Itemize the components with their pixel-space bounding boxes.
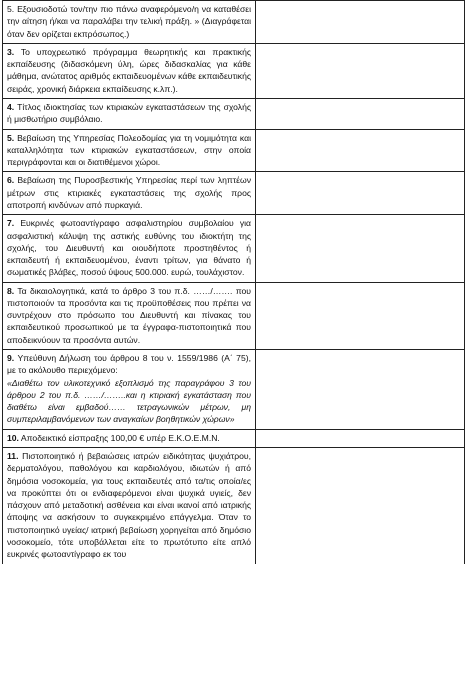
row-text-cell xyxy=(3,43,256,98)
row-number: 10. xyxy=(7,432,19,443)
row-text-cell xyxy=(3,1,256,44)
row-blank-cell xyxy=(256,215,465,282)
row-number: 6. xyxy=(7,175,15,186)
row-text-cell xyxy=(3,448,256,564)
row-text: Τίτλος ιδιοκτησίας των κτιριακών εγκαταστάσεων της σχολής ή μισθωτήριο συμβόλαιο. xyxy=(7,101,252,125)
row-text: Αποδεικτικό είσπραξης 100,00 € υπέρ Ε.Κ.Ο.Ε.Μ.Ν. xyxy=(20,432,220,443)
row-number: 3. xyxy=(7,46,15,57)
row-blank-cell xyxy=(256,129,465,172)
table-row xyxy=(3,43,465,98)
table-row xyxy=(3,98,465,129)
table-row xyxy=(3,448,465,564)
table-row xyxy=(3,350,465,430)
row-blank-cell xyxy=(256,429,465,447)
row-blank-cell xyxy=(256,1,465,44)
row-text-cell xyxy=(3,172,256,215)
row-text-cell xyxy=(3,215,256,282)
table-row xyxy=(3,429,465,447)
row-text-cell xyxy=(3,129,256,172)
row-blank-cell xyxy=(256,43,465,98)
table-row xyxy=(3,1,465,44)
row-quoted-declaration: «Διαθέτω τον υλικοτεχνικό εξοπλισμό της παραγράφου 3 του άρθρου 2 του π.δ. ……/……..και η κτιριακή εγκατάσταση που διαθέτω είναι εμβαδού…… τετραγωνικών μέτρων, μη συμπεριλαμβανόμενων των αναγκαίων βοηθητικών χώρων» xyxy=(7,377,251,425)
row-text-cell xyxy=(3,98,256,129)
row-blank-cell xyxy=(256,350,465,430)
row-number: 11. xyxy=(7,451,19,461)
row-number: 9. xyxy=(7,353,15,364)
row-blank-cell xyxy=(256,98,465,129)
row-text-cell xyxy=(3,429,256,447)
table-row xyxy=(3,282,465,349)
table-row xyxy=(3,129,465,172)
table-row xyxy=(3,215,465,282)
row-text: Εξουσιοδοτώ τον/την πιο πάνω αναφερόμενο/η να καταθέσει την αίτηση ή/και να παραλάβει την τελική πράξη. » (Διαγράφεται όταν δεν ορίζεται εκπρόσωπος.) xyxy=(7,4,251,39)
row-text-cell xyxy=(3,350,256,430)
row-blank-cell xyxy=(256,448,465,564)
row-text: Ευκρινές φωτοαντίγραφο ασφαλιστηρίου συμβολαίου για ασφαλιστική κάλυψη της αστικής ευθύνης του ιδιοκτήτη της σχολής, του Διευθυντή και οιουδήποτε προστηθέντος ή εκπαιδευτή ή εκπαιδευομένου, έναντι τρίτων, για θάνατο ή σωματικές βλάβες, ποσού ύψους 500.000. ευρώ, τουλάχιστον. xyxy=(7,218,251,278)
requirements-table xyxy=(2,0,465,564)
row-text: Το υποχρεωτικό πρόγραμμα θεωρητικής και πρακτικής εκπαίδευσης (διδασκόμενη ύλη, ώρες διδασκαλίας για κάθε μάθημα, ανώτατος αριθμός εκπαιδευομένων κάθε εκπαιδευτικής σειράς, χρονική διάρκεια εκπαίδευσης κ.λπ.). xyxy=(7,46,251,94)
row-text: Βεβαίωση της Πυροσβεστικής Υπηρεσίας περί των ληπτέων μέτρων στις κτιριακές εγκαταστάσεις της σχολής προς αποτροπή κινδύνων από πυρκαγιά. xyxy=(7,175,252,210)
row-text: Τα δικαιολογητικά, κατά το άρθρο 3 του π.δ. ……/……. που πιστοποιούν τα προσόντα και τις προϋποθέσεις που πρέπει να συντρέχουν στο πρόσωπο του Διευθυντή και πίνακας του εκπαιδευτικού προσωπικού με τα έγγραφα-πιστοποιητικά που αποδεικνύουν τα προσόντα αυτών. xyxy=(7,285,251,345)
row-text: Υπεύθυνη Δήλωση του άρθρου 8 του ν. 1559/1986 (Α΄ 75), με το ακόλουθο περιεχόμενο: xyxy=(7,353,251,376)
row-text: Πιστοποιητικό ή βεβαιώσεις ιατρών ειδικότητας ψυχιάτρου, δερματολόγου, παθολόγου και καρδιολόγου, ιδιωτών ή από δημόσια νοσοκομεία, για τους εκπαιδευτές από τα/τις οποία/ες να προκύπτει ότι οι ενδιαφερόμενοι είναι ψυχικά υγιείς, δεν πάσχουν από μεταδοτική ασθένεια και είναι ικανοί από ιατρικής άποψης να ασκήσουν το συγκεκριμένο επάγγελμα. Όταν το πιστοποιητικό υγείας/ ιατρική βεβαίωση χορηγείται από δημόσιο νοσοκομείο, τότε υποβάλλεται είτε το πρωτότυπο είτε απλό ευκρινές φωτοαντίγραφο εκ του xyxy=(7,451,252,560)
row-text-cell xyxy=(3,282,256,349)
row-number: 8. xyxy=(7,285,15,296)
row-number: 5. xyxy=(7,4,15,14)
row-text: Βεβαίωση της Υπηρεσίας Πολεοδομίας για τη νομιμότητα και καταλληλότητα των κτιριακών εγκαταστάσεων, στην οποία περιγράφονται και οι διατιθέμενοι χώροι. xyxy=(7,132,251,168)
row-number: 4. xyxy=(7,101,15,112)
table-row xyxy=(3,172,465,215)
row-blank-cell xyxy=(256,282,465,349)
row-blank-cell xyxy=(256,172,465,215)
row-number: 5. xyxy=(7,132,15,143)
row-number: 7. xyxy=(7,218,15,229)
